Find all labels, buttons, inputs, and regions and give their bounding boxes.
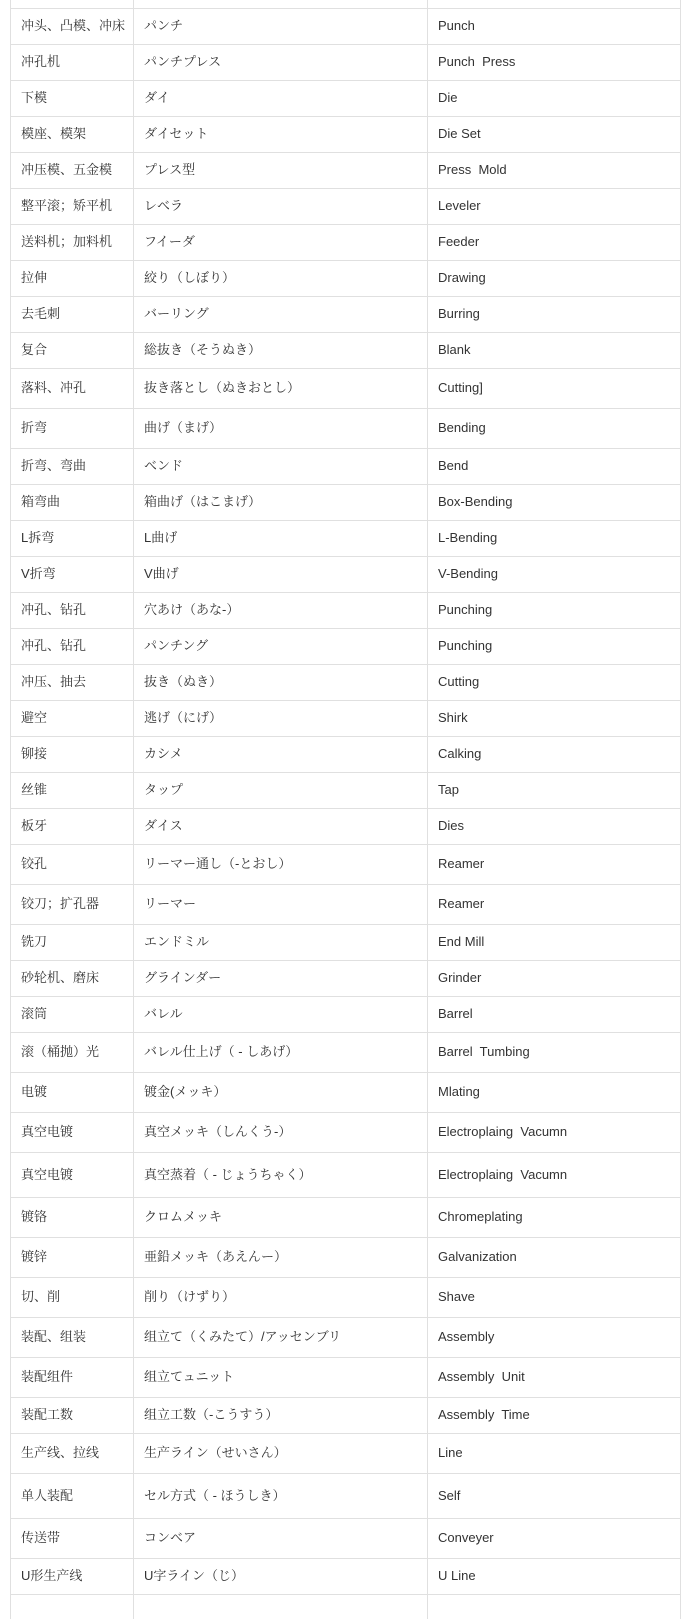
- table-row: [11, 153, 680, 189]
- cell-japanese-term: 组立て（くみたて）/アッセンブリ: [134, 1318, 428, 1357]
- cell-japanese-term: パンチング: [134, 629, 428, 664]
- table-row: [11, 81, 680, 117]
- cell-chinese-term: 生产线、拉线: [11, 1434, 134, 1473]
- cell-english-term: Leveler: [438, 198, 481, 214]
- cell-chinese-term: 下模: [11, 81, 134, 116]
- cell-english-term: Box-Bending: [438, 494, 513, 510]
- cell-japanese-term: コンベア: [134, 1519, 428, 1558]
- cell-chinese-term: 冲孔、钻孔: [11, 593, 134, 628]
- table-row: [11, 701, 680, 737]
- cell-japanese-term: 组立工数（-こうすう）: [134, 1398, 428, 1433]
- cell-english-term: Bend: [438, 458, 469, 474]
- cell-japanese-term: 絞り（しぼり）: [134, 261, 428, 296]
- cell-japanese-term: 総抜き（そうぬき）: [134, 333, 428, 368]
- cell-japanese-term: 镀金(メッキ）: [134, 1073, 428, 1112]
- cell-chinese-term: 铰孔: [11, 845, 134, 884]
- cell-japanese-term: 箱曲げ（はこまげ）: [134, 485, 428, 520]
- table-row: [11, 45, 680, 81]
- cell-english-term: Feeder: [438, 234, 480, 250]
- cell-english-term: [428, 0, 680, 8]
- cell-japanese-term: V曲げ: [134, 557, 428, 592]
- cell-japanese-term: ダイ: [134, 81, 428, 116]
- cell-english-term: Cutting]: [438, 380, 483, 396]
- cell-english-term: Electroplaing Vacumn: [438, 1124, 568, 1140]
- cell-japanese-term: 曲げ（まげ）: [134, 409, 428, 448]
- cell-chinese-term: 电镀: [11, 1073, 134, 1112]
- cell-chinese-term: U形生产线: [11, 1559, 134, 1594]
- cell-japanese-term: L曲げ: [134, 521, 428, 556]
- cell-chinese-term: 传送带: [11, 1519, 134, 1558]
- table-row-partial-bottom: [11, 1595, 680, 1619]
- table-row: [11, 369, 680, 409]
- table-row: [11, 665, 680, 701]
- cell-english-term: Drawing: [438, 270, 486, 286]
- cell-chinese-term: 滚（桶抛）光: [11, 1033, 134, 1072]
- cell-english-term: Punching: [438, 638, 493, 654]
- table-row: [11, 845, 680, 885]
- cell-chinese-term: 砂轮机、磨床: [11, 961, 134, 996]
- cell-english-term: Barrel: [438, 1006, 473, 1022]
- table-row: [11, 925, 680, 961]
- cell-chinese-term: 冲孔、钻孔: [11, 629, 134, 664]
- cell-english-term: Calking: [438, 746, 482, 762]
- cell-chinese-term: 冲压模、五金模: [11, 153, 134, 188]
- table-row: [11, 189, 680, 225]
- table-row: [11, 593, 680, 629]
- table-row: [11, 1278, 680, 1318]
- cell-chinese-term: 去毛刺: [11, 297, 134, 332]
- table-row: [11, 629, 680, 665]
- cell-japanese-term: パンチ: [134, 9, 428, 44]
- cell-english-term: Reamer: [438, 896, 485, 912]
- glossary-table: [10, 0, 681, 1619]
- cell-chinese-term: 箱弯曲: [11, 485, 134, 520]
- cell-japanese-term: [134, 0, 428, 8]
- cell-japanese-term: タップ: [134, 773, 428, 808]
- cell-chinese-term: 整平滚；矫平机: [11, 189, 134, 224]
- cell-japanese-term: リーマー: [134, 885, 428, 924]
- cell-english-term: Line: [438, 1445, 463, 1461]
- cell-english-term: Chromeplating: [438, 1209, 523, 1225]
- cell-japanese-term: ベンド: [134, 449, 428, 484]
- cell-english-term: Die: [438, 90, 458, 106]
- cell-chinese-term: V折弯: [11, 557, 134, 592]
- table-row-partial-top: [11, 0, 680, 9]
- cell-japanese-term: カシメ: [134, 737, 428, 772]
- cell-chinese-term: [11, 0, 134, 8]
- table-row: [11, 297, 680, 333]
- cell-japanese-term: 亜鉛メッキ（あえんー）: [134, 1238, 428, 1277]
- table-row: [11, 1073, 680, 1113]
- table-row: [11, 557, 680, 593]
- cell-chinese-term: 镀锌: [11, 1238, 134, 1277]
- cell-japanese-term: ダイセット: [134, 117, 428, 152]
- cell-english-term: Assembly: [438, 1329, 495, 1345]
- cell-chinese-term: 冲孔机: [11, 45, 134, 80]
- cell-japanese-term: ダイス: [134, 809, 428, 844]
- table-row: [11, 885, 680, 925]
- cell-english-term: Die Set: [438, 126, 481, 142]
- cell-english-term: Shirk: [438, 710, 468, 726]
- cell-chinese-term: 落料、冲孔: [11, 369, 134, 408]
- cell-chinese-term: L拆弯: [11, 521, 134, 556]
- cell-japanese-term: フイーダ: [134, 225, 428, 260]
- cell-english-term: V-Bending: [438, 566, 498, 582]
- table-row: [11, 1474, 680, 1519]
- cell-english-term: Grinder: [438, 970, 482, 986]
- cell-japanese-term: 生产ライン（せいさん）: [134, 1434, 428, 1473]
- cell-japanese-term: 抜き落とし（ぬきおとし）: [134, 369, 428, 408]
- table-row: [11, 117, 680, 153]
- cell-english-term: U Line: [438, 1568, 476, 1584]
- cell-japanese-term: 削り（けずり）: [134, 1278, 428, 1317]
- table-row: [11, 1238, 680, 1278]
- cell-chinese-term: 装配组件: [11, 1358, 134, 1397]
- cell-chinese-term: 真空电镀: [11, 1113, 134, 1152]
- cell-chinese-term: 镀铬: [11, 1198, 134, 1237]
- table-row: [11, 1113, 680, 1153]
- cell-chinese-term: 板牙: [11, 809, 134, 844]
- cell-english-term: [428, 1595, 680, 1619]
- cell-english-term: Blank: [438, 342, 471, 358]
- cell-chinese-term: 冲头、凸模、冲床: [11, 9, 134, 44]
- cell-english-term: Assembly Unit: [438, 1369, 525, 1385]
- cell-chinese-term: 铆接: [11, 737, 134, 772]
- table-row: [11, 485, 680, 521]
- cell-japanese-term: クロムメッキ: [134, 1198, 428, 1237]
- table-row: [11, 9, 680, 45]
- cell-chinese-term: 复合: [11, 333, 134, 368]
- cell-chinese-term: 滚筒: [11, 997, 134, 1032]
- table-row: [11, 1434, 680, 1474]
- cell-english-term: Reamer: [438, 856, 485, 872]
- cell-japanese-term: バーリング: [134, 297, 428, 332]
- cell-chinese-term: 真空电镀: [11, 1153, 134, 1197]
- cell-japanese-term: 真空蒸着（ - じょうちゃく）: [134, 1153, 428, 1197]
- cell-chinese-term: 装配、组装: [11, 1318, 134, 1357]
- table-row: [11, 521, 680, 557]
- cell-japanese-term: 抜き（ぬき）: [134, 665, 428, 700]
- cell-english-term: Assembly Time: [438, 1407, 530, 1423]
- cell-english-term: Barrel Tumbing: [438, 1044, 530, 1060]
- cell-chinese-term: 拉伸: [11, 261, 134, 296]
- cell-chinese-term: 折弯: [11, 409, 134, 448]
- table-row: [11, 1398, 680, 1434]
- table-body: [11, 9, 680, 1595]
- cell-chinese-term: 切、削: [11, 1278, 134, 1317]
- table-row: [11, 1198, 680, 1238]
- cell-chinese-term: 冲压、抽去: [11, 665, 134, 700]
- cell-chinese-term: 模座、模架: [11, 117, 134, 152]
- cell-japanese-term: プレス型: [134, 153, 428, 188]
- cell-japanese-term: U字ライン（じ）: [134, 1559, 428, 1594]
- cell-english-term: Conveyer: [438, 1530, 494, 1546]
- cell-japanese-term: パンチプレス: [134, 45, 428, 80]
- cell-english-term: Electroplaing Vacumn: [438, 1166, 568, 1182]
- cell-chinese-term: 避空: [11, 701, 134, 736]
- cell-japanese-term: 组立てュニット: [134, 1358, 428, 1397]
- table-row: [11, 773, 680, 809]
- cell-english-term: Galvanization: [438, 1249, 517, 1265]
- cell-japanese-term: 逃げ（にげ）: [134, 701, 428, 736]
- cell-english-term: Cutting: [438, 674, 480, 690]
- table-row: [11, 1358, 680, 1398]
- table-row: [11, 225, 680, 261]
- cell-chinese-term: 丝锥: [11, 773, 134, 808]
- cell-english-term: Dies: [438, 818, 465, 834]
- table-row: [11, 997, 680, 1033]
- cell-chinese-term: 装配工数: [11, 1398, 134, 1433]
- cell-english-term: Shave: [438, 1289, 475, 1305]
- table-row: [11, 1519, 680, 1559]
- cell-english-term: Punching: [438, 602, 493, 618]
- cell-japanese-term: グラインダー: [134, 961, 428, 996]
- table-row: [11, 261, 680, 297]
- cell-chinese-term: 折弯、弯曲: [11, 449, 134, 484]
- cell-english-term: Mlating: [438, 1084, 480, 1100]
- cell-english-term: Bending: [438, 420, 486, 436]
- cell-english-term: Punch Press: [438, 54, 516, 70]
- table-row: [11, 409, 680, 449]
- cell-english-term: Self: [438, 1487, 461, 1503]
- cell-japanese-term: セル方式（ - ほうしき）: [134, 1474, 428, 1518]
- cell-english-term: L-Bending: [438, 530, 498, 546]
- cell-chinese-term: 铣刀: [11, 925, 134, 960]
- table-row: [11, 1559, 680, 1595]
- table-row: [11, 1033, 680, 1073]
- cell-chinese-term: 送料机；加料机: [11, 225, 134, 260]
- cell-japanese-term: エンドミル: [134, 925, 428, 960]
- table-row: [11, 809, 680, 845]
- cell-japanese-term: バレル: [134, 997, 428, 1032]
- cell-japanese-term: リーマー通し（-とおし）: [134, 845, 428, 884]
- cell-english-term: Tap: [438, 782, 459, 798]
- table-row: [11, 737, 680, 773]
- cell-japanese-term: [134, 1595, 428, 1619]
- cell-japanese-term: バレル仕上げ（ - しあげ）: [134, 1033, 428, 1072]
- table-row: [11, 333, 680, 369]
- cell-japanese-term: 真空メッキ（しんくう-）: [134, 1113, 428, 1152]
- table-row: [11, 1318, 680, 1358]
- cell-english-term: Burring: [438, 306, 480, 322]
- cell-japanese-term: 穴あけ（あな-）: [134, 593, 428, 628]
- table-row: [11, 449, 680, 485]
- cell-english-term: Punch: [438, 18, 475, 34]
- table-row: [11, 961, 680, 997]
- cell-chinese-term: [11, 1595, 134, 1619]
- cell-english-term: End Mill: [438, 934, 485, 950]
- cell-chinese-term: 单人装配: [11, 1474, 134, 1518]
- cell-japanese-term: レベラ: [134, 189, 428, 224]
- cell-english-term: Press Mold: [438, 162, 507, 178]
- table-row: [11, 1153, 680, 1198]
- cell-chinese-term: 铰刀；扩孔器: [11, 885, 134, 924]
